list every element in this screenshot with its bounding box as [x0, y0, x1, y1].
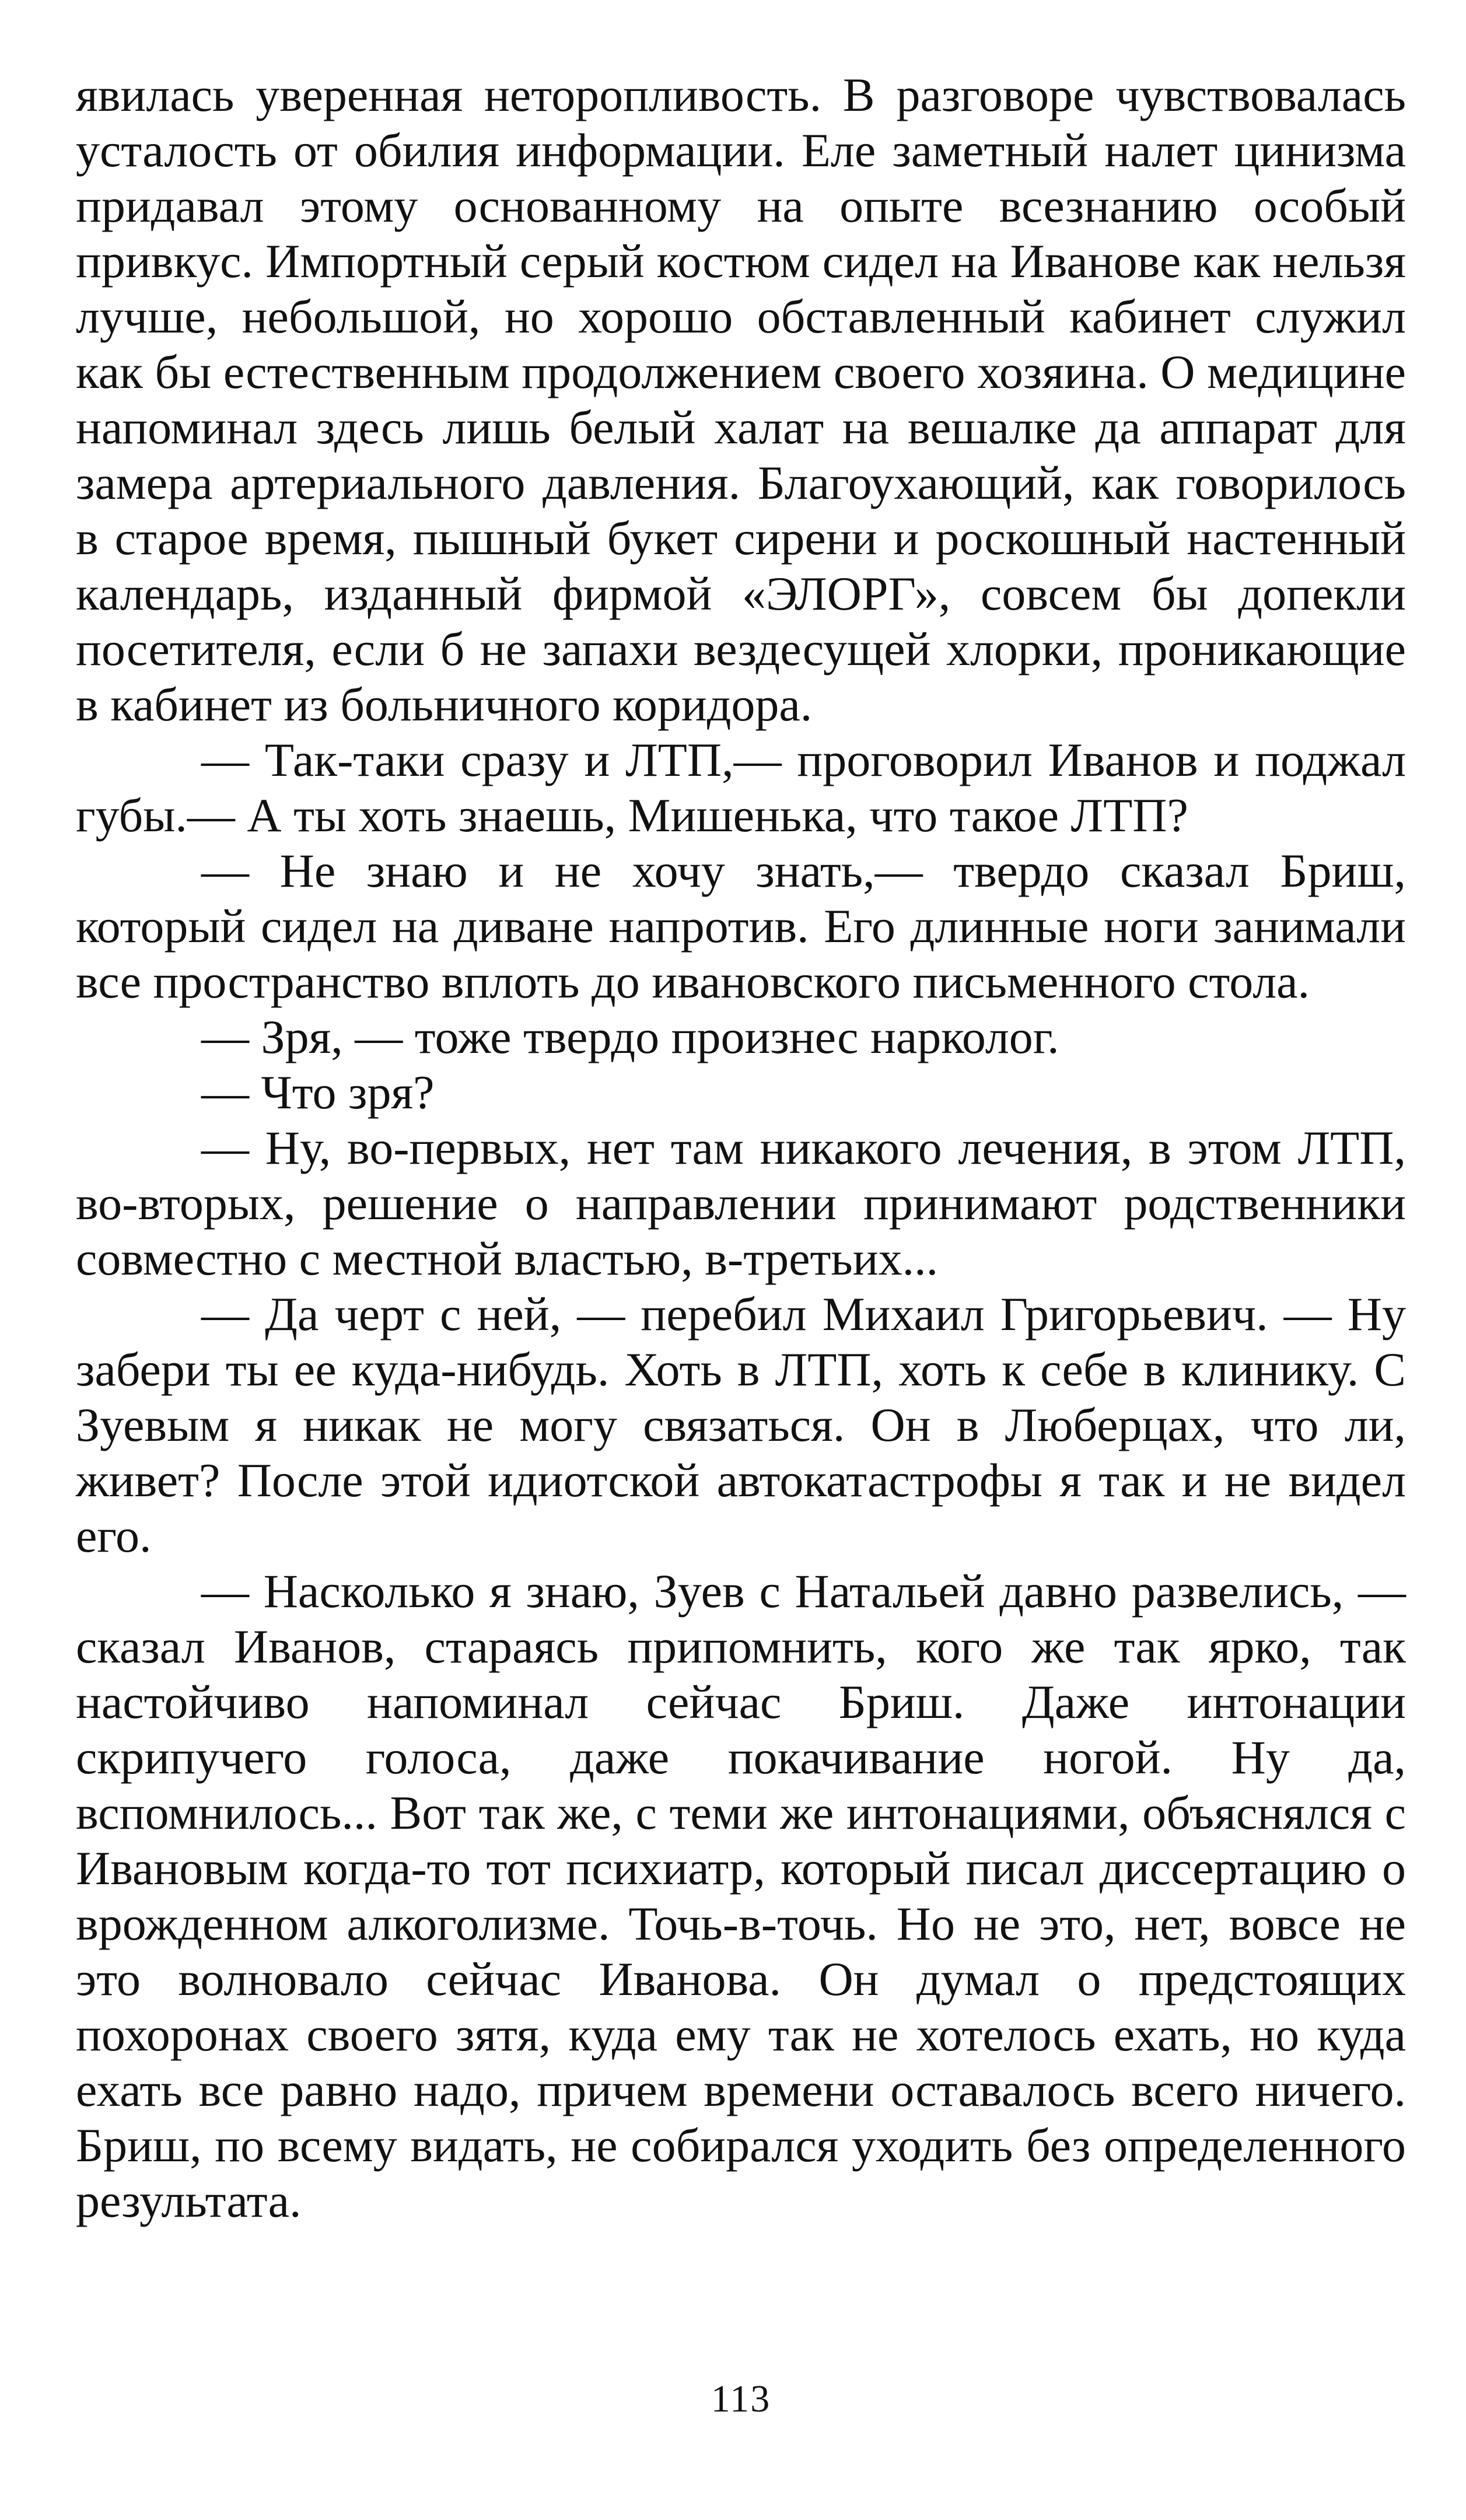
paragraph-continuation: явилась уверенная неторопливость. В разговоре чувствовалась усталость от обилия информации. Еле заметный налет цинизма придавал этому основанному на опыте всезнанию особый привкус. Импортный серый костюм сидел на Иванове как нельзя лучше, небольшой, но хорошо обставленный кабинет служил как бы естественным продолжением своего хозяина. О медицине напоминал здесь лишь белый халат на вешалке да аппарат для замера артериального давления. Благоухающий, как говорилось в старое время, пышный букет сирени и роскошный настенный календарь, изданный фирмой «ЭЛОРГ», совсем бы допекли посетителя, если б не запахи вездесущей хлорки, проникающие в кабинет из больничного коридора.: [76, 68, 1406, 731]
body-text: [76, 67, 1406, 2228]
paragraph-dialogue-zuev: — Насколько я знаю, Зуев с Натальей давно развелись, — сказал Иванов, стараясь припомнить, кого же так ярко, так настойчиво напоминал сейчас Бриш. Даже интонации скрипучего голоса, даже покачивание ногой. Ну да, вспомнилось... Вот так же, с теми же интонациями, объяснялся с Ивановым когда-то тот психиатр, который писал диссертацию о врожденном алкоголизме. Точь-в-точь. Но не это, нет, вовсе не это волновало сейчас Иванова. Он думал о предстоящих похоронах своего зятя, куда ему так не хотелось ехать, но куда ехать все равно надо, причем времени оставалось всего ничего. Бриш, по всему видать, не собирался уходить без определенного результата.: [76, 1564, 1406, 2227]
paragraph-dialogue-vo-pervykh: — Ну, во-первых, нет там никакого лечения, в этом ЛТП, во-вторых, решение о направлении принимают родственники совместно с местной властью, в-третьих...: [76, 1121, 1406, 1285]
book-page: [76, 67, 1406, 2459]
paragraph-dialogue-ltp: — Так-таки сразу и ЛТП,— проговорил Иванов и поджал губы.— А ты хоть знаешь, Мишенька, что такое ЛТП?: [76, 733, 1406, 842]
paragraph-dialogue-chto-zrya: — Что зря?: [201, 1066, 435, 1119]
paragraph-dialogue-zrya: — Зря, — тоже твердо произнес нарколог.: [201, 1010, 1059, 1063]
paragraph-dialogue-chert: — Да черт с ней, — перебил Михаил Григорьевич. — Ну забери ты ее куда-нибудь. Хоть в ЛТП, хоть к себе в клинику. С Зуевым я никак не могу связаться. Он в Люберцах, что ли, живет? После этой идиотской автокатастрофы я так и не видел его.: [76, 1287, 1406, 1562]
page-number: 113: [711, 2378, 771, 2420]
paragraph-dialogue-brish: — Не знаю и не хочу знать,— твердо сказал Бриш, который сидел на диване напротив. Его длинные ноги занимали все пространство вплоть до ивановского письменного стола.: [76, 844, 1406, 1008]
